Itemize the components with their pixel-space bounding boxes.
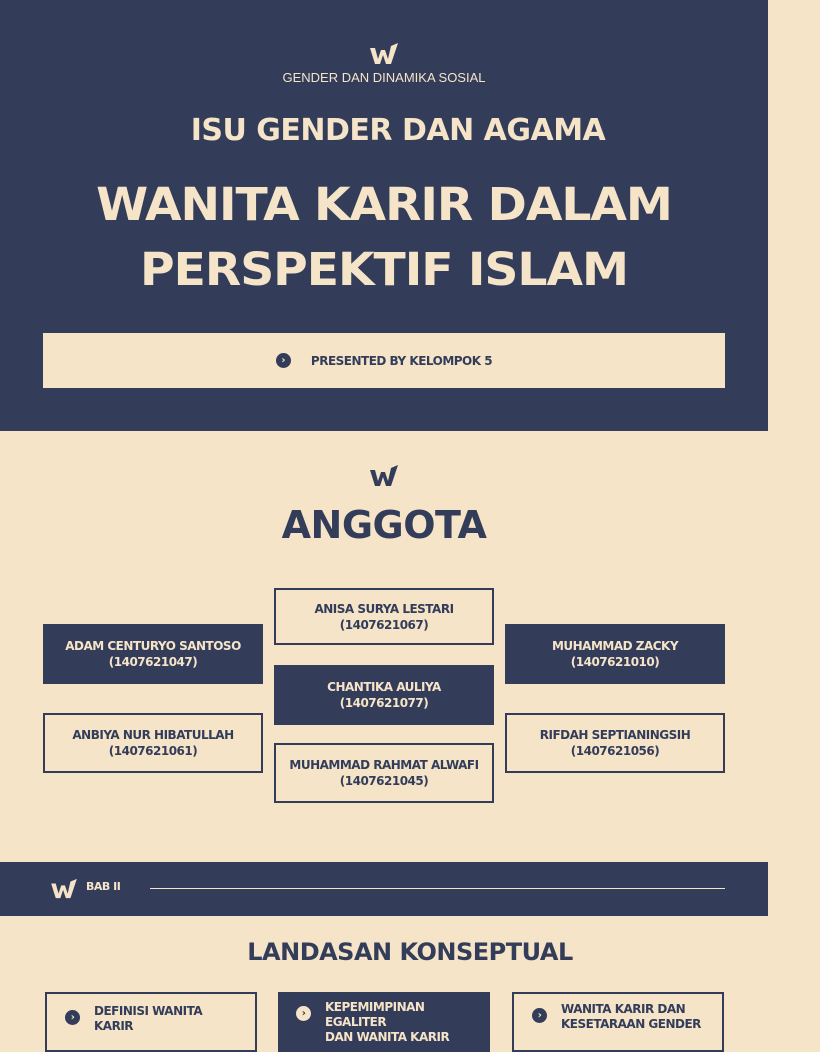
member-id: (1407621077) — [339, 696, 429, 710]
arrow-right-icon: › — [276, 353, 291, 368]
chapter-bar — [0, 862, 768, 916]
member-card — [505, 624, 725, 684]
member-name: MUHAMMAD ZACKY — [551, 639, 679, 653]
arrow-right-icon: › — [296, 1006, 311, 1021]
card-title-line: DAN WANITA KARIR — [325, 1030, 450, 1044]
w-logo-icon — [49, 878, 79, 900]
topic-title: ISU GENDER DAN AGAMA — [190, 113, 606, 148]
presented-by-label: PRESENTED BY KELOMPOK 5 — [310, 353, 493, 368]
member-name: MUHAMMAD RAHMAT ALWAFI — [289, 758, 479, 772]
topic-card[interactable] — [278, 992, 490, 1052]
arrow-right-icon: › — [65, 1010, 80, 1025]
member-name: ADAM CENTURYO SANTOSO — [65, 639, 241, 653]
cover-section — [0, 0, 768, 431]
member-name: CHANTIKA AULIYA — [327, 680, 441, 694]
member-id: (1407621010) — [570, 655, 660, 669]
member-card — [505, 713, 725, 773]
member-id: (1407621067) — [339, 617, 429, 632]
card-title-line: KEPEMIMPINAN EGALITER — [325, 1000, 425, 1029]
arrow-right-icon: › — [532, 1008, 547, 1023]
topic-card[interactable] — [45, 992, 257, 1052]
member-name: RIFDAH SEPTIANINGSIH — [539, 728, 691, 742]
course-name: GENDER DAN DINAMIKA SOSIAL — [282, 70, 486, 85]
member-name: ANISA SURYA LESTARI — [314, 601, 454, 616]
member-card — [274, 665, 494, 725]
topic-card[interactable] — [512, 992, 724, 1052]
card-title-line: WANITA KARIR DAN — [561, 1002, 686, 1016]
member-name: ANBIYA NUR HIBATULLAH — [72, 728, 234, 742]
member-card — [43, 624, 263, 684]
presented-by-banner[interactable] — [43, 333, 725, 388]
card-title-line: DEFINISI WANITA — [94, 1004, 203, 1018]
conceptual-section — [0, 916, 768, 1044]
card-title-line: KESETARAAN GENDER — [561, 1017, 701, 1031]
w-logo-icon — [369, 464, 399, 488]
members-section — [0, 431, 768, 862]
divider-line — [150, 888, 725, 889]
chapter-label: BAB II — [86, 880, 121, 893]
members-heading: ANGGOTA — [281, 503, 487, 547]
member-id: (1407621061) — [108, 744, 198, 758]
member-card — [43, 713, 263, 773]
member-id: (1407621045) — [339, 774, 429, 788]
member-id: (1407621056) — [570, 744, 660, 758]
main-title-line-2: PERSPEKTIF ISLAM — [140, 243, 628, 296]
card-title-line: KARIR — [94, 1019, 134, 1033]
member-card — [274, 588, 494, 645]
main-title-line-1: WANITA KARIR DALAM — [96, 178, 672, 231]
w-logo-icon — [369, 42, 399, 66]
section-heading: LANDASAN KONSEPTUAL — [247, 938, 573, 966]
member-id: (1407621047) — [108, 655, 198, 669]
member-card — [274, 743, 494, 803]
